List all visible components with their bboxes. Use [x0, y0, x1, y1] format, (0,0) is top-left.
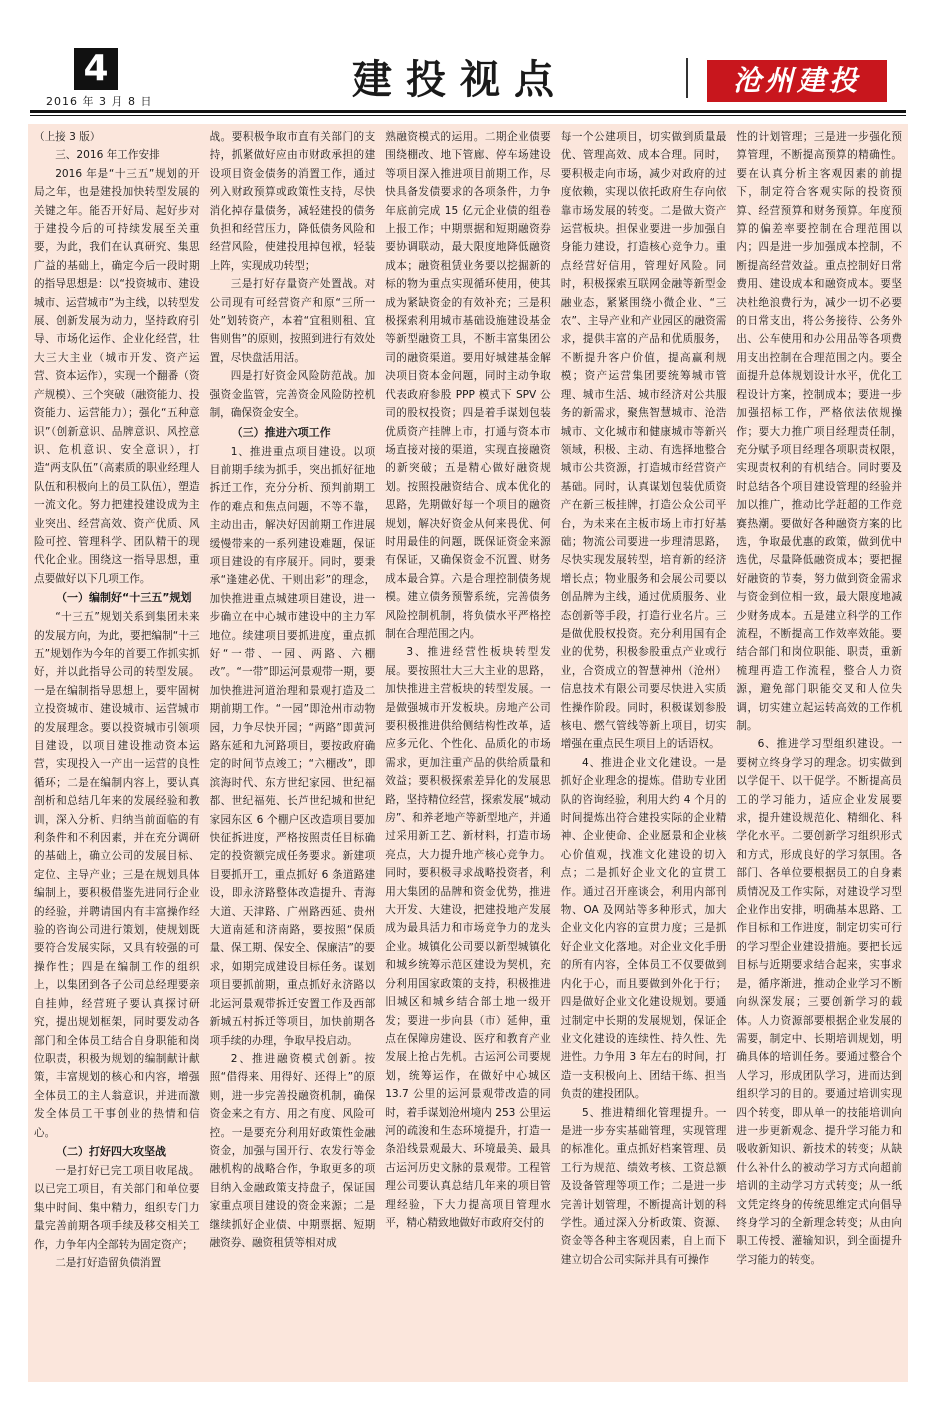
article-column-4	[561, 128, 727, 1378]
paragraph: 性的计划管理；三是进一步强化预算管理，不断提高预算的精确性。要在认真分析主客观因素的前提下，制定符合客观实际的投资预算、经营预算和财务预算。年度预算的偏差率要控制在合理范围以内；四是进一步加强成本控制，不断提高经营效益。重点控制好日常费用、建设成本和融资成本。要坚决杜绝浪费行为，减少一切不必要的日常支出，将公务接待、公务外出、公车使用和办公用品等各项费用支出控制在合理范围之内。要全面提升总体规划设计水平，优化工程设计方案，控制成本；要进一步加强招标工作，严格依法依规操作；要大力推广项目经理责任制，充分赋予项目经理各项职责权限，实现责权利的有机结合。同时要及时总结各个项目建设管理的经验并加以推广，推动比学赶超的工作竞赛热潮。要做好各种融资方案的比选，争取最优惠的政策，做到优中选优，尽量降低融资成本；要把握好融资的节奏，努力做到资金需求与资金到位相一致，最大限度地减少财务成本。五是建立科学的工作流程，不断提高工作效率效能。要结合部门和岗位职能、职责，重新梳理再造工作流程，整合人力资源，避免部门职能交叉和人位失调，切实建立起运转高效的工作机制。	[736, 131, 902, 732]
paragraph: 三是打好存量资产处置战。对公司现有可经营资产和原“三所一处”划转资产，本着“宜租则租、宜售则售”的原则，按照到进行有效处置，尽快盘活用活。	[209, 278, 376, 364]
paragraph: 一是打好已完工项目收尾战。以已完工项目，有关部门和单位要集中时间、集中精力，组织专门力量完善前期各项手续及移交相关工作，力争年内全部转为固定资产；	[34, 1164, 200, 1251]
paragraph: 2016 年是“十三五”规划的开局之年，也是建投加快转型发展的关键之年。能否开好局、起好步对于建投今后的可持续发展至关重要，为此，我们在认真研究、集思广益的基础上，确定今后一段时期的指导思想是：以“投资城市、建设城市、运营城市”为主线，以转型发展、创新发展为动力，坚持政府引导、市场化运作、企业化经营，壮大三大主业（城市开发、资产运营、资本运作），实现一个翻番（资产规模）、三个突破（融资能力、投资能力、运营能力）；强化“五种意识”（创新意识、品牌意识、风控意识、危机意识、安全意识），打造“两支队伍”（高素质的职业经理人队伍和积极向上的员工队伍），塑造一流文化。努力把建投建设成为主业突出、经营高效、资产优质、风险可控、管理科学、团队精干的现代化企业。围绕这一指导思想，重点要做好以下几项工作。	[34, 167, 200, 585]
paragraph: 3、推进经营性板块转型发展。要按照壮大三大主业的思路，加快推进主营板块的转型发展。一是做强城市开发板块。房地产公司要积极推进供给侧结构性改革，适应多元化、个性化、品质化的市场需求，更加注重产品的供给质量和效益；要积极探索差异化的发展思路，坚持精位经营，探索发展“城动房”、和养老地产等新型地产，并通过采用新工艺、新材料，打造市场亮点，大力提升地产核心竞争力。同时，要积极寻求战略投资者，利用大集团的品牌和资金优势，推进大开发、大建设，把建投地产发展成为最具活力和市场竞争力的龙头企业。城镇化公司要以新型城镇化和城乡统筹示范区建设为契机，充分利用国家政策的支持，积极推进旧城区和城乡结合部土地一级开发；要进一步向县（市）延伸，重点在保障房建设、医疗和教育产业发展上抢占先机。古运河公司要规划，统筹运作，在做好中心城区 13.7 公里的运河景观带改造的同时，着手谋划沧州境内 253 公里运河的疏浚和生态环境提升，打造一条沿线景观最大、环境最美、最具古运河历史文脉的景观带。工程管理公司要认真总结几年来的项目管理经验，下大力提高项目管理水平，精心精致地做好市政府交付的	[385, 646, 551, 1229]
section-heading: （一）编制好“十三五”规划	[56, 591, 192, 605]
paragraph: 三、2016 年工作安排	[55, 149, 160, 162]
brand-logo: 沧州建投	[707, 60, 887, 102]
article-column-1	[34, 128, 200, 1378]
paragraph: 4、推进企业文化建设。一是抓好企业理念的提炼。借助专业团队的咨询经验，利用大约 4 个月的时间提炼出符合建投实际的企业精神、企业使命、企业愿景和企业核心价值观，找准文化建设的切入点；二是抓好企业文化的宣贯工作。通过召开座谈会，利用内部刊物、OA 及网站等多种形式，加大企业文化内容的宣贯力度；三是抓好企业文化落地。对企业文化手册的所有内容，全体员工不仅要做到内化于心，而且要做到外化于行；四是做好企业文化建设规划。要通过制定中长期的发展规划，保证企业文化建设的连续性、持久性、先进性。力争用 3 年左右的时间，打造一支积极向上、团结干练、担当负责的建投团队。	[560, 756, 727, 1101]
article-body	[28, 124, 908, 1382]
paragraph: “十三五”规划关系到集团未来的发展方向，为此，要把编制“十三五”规划作为今年的首要工作抓实抓好，并以此指导公司的转型发展。一是在编制指导思想上，要牢固树立投资城市、建设城市、运营城市的发展理念。要以投资城市引领项目建设，以项目建设推动资本运营，实现投入一产出一运营的良性循环；二是在编制内容上，要认真剖析和总结几年来的发展经验和教训，深入分析、归纳当前面临的有利条件和不利因素，并在充分调研的基础上，确立公司的发展目标、定位、主导产业；三是在规划具体编制上，要积极借鉴先进同行企业的经验，并聘请国内有丰富操作经验的咨询公司进行策划，使规划既要符合发展实际，又具有较强的可操作性；四是在编制工作的组织上，以集团到各子公司总经理要亲自挂帅，经营班子要认真探讨研究，提出规划框架，同时要发动各部门和全体员工结合自身职能和岗位职责，积极为规划的编制献计献策，丰富规划的核心和内容，增强全体员工的主人翁意识，并进而激发全体员工干事创业的热情和信心。	[34, 611, 200, 1139]
paragraph: 6、推进学习型组织建设。一要树立终身学习的理念。切实做到以学促干、以干促学。不断提高员工的学习能力，适应企业发展要求，提升建设规范化、精细化、科学化水平。二要创新学习组织形式和方式，形成良好的学习氛围。各部门、各单位要根据员工的自身素质情况及工作实际，对建设学习型企业作出安排，明确基本思路、工作目标和工作进度，制定切实可行的学习型企业建设措施。要把长远目标与近期要求结合起来，实事求是，循序渐进，推动企业学习不断向纵深发展；三要创新学习的载体。人力资源部要根据企业发展的需要，制定中、长期培训规划，明确具体的培训任务。要通过整合个人学习，形成团队学习，进而达到组织学习的目的。要通过培训实现四个转变，即从单一的技能培训向进一步更新观念、提升学习能力和吸收新知识、新技术的转变；从缺什么补什么的被动学习方式向超前培训的主动学习方式转变；从一纸文凭定终身的传统思维定式向倡导终身学习的全新理念转变；从由向职工传授、灌输知识，到全面提升学习能力的转变。	[736, 738, 902, 1266]
section-heading: （三）推进六项工作	[231, 425, 331, 439]
paragraph: 2、推进融资模式创新。按照“借得来、用得好、还得上”的原则，进一步完善投融资机制，确保资金来之有方、用之有度、风险可控。一是要充分利用好政策性金融资金，加强与国开行、农发行等金融机构的战略合作，争取更多的项目纳入金融政策支持盘子，保证国家重点项目建设的资金来源；二是继续抓好企业债、中期票据、短期融资券、融资租赁等相对成	[209, 1052, 376, 1249]
article-column-2	[210, 128, 376, 1378]
section-heading: （二）打好四大攻坚战	[56, 1144, 166, 1158]
article-column-5	[736, 128, 902, 1378]
paragraph: 5、推进精细化管理提升。一是进一步夯实基础管理，实现管理的标准化。重点抓好档案管理、员工行为规范、绩效考核、工资总额及设备管理等项工作；二是进一步完善计划管理，不断提高计划的科学性。通过深入分析政策、资源、资金等各种主客观因素，自上而下建立切合公司实际并具有可操作	[560, 1106, 727, 1266]
paragraph: 熟融资模式的运用。二期企业债要围绕棚改、地下管廊、停车场建设等项目深入推进项目前期工作，尽快具备发债要求的各项条件，力争年底前完成 15 亿元企业债的组卷上报工作；中期票据和短期融资券要协调联动，最大限度地降低融资成本；融资租赁业务要以挖掘新的标的物为重点实现循环使用，使其成为紧缺资金的有效补充；三是积极探索利用城市基础设施建设基金等新型融资工具，不断丰富集团公司的融资渠道。要用好城建基金解决项目资本金问题，同时主动争取代表政府参股 PPP 模式下 SPV 公司的股权投资；四是着手谋划包装优质资产挂牌上市，打通与资本市场直接对接的渠道，实现直接融资的新突破；五是精心做好融资规划。按照投融资结合、成本优化的思路，先期做好每一个项目的融资规划，解决好资金从何来畏优、何时用最佳的问题，既保证资金来源有保证，又确保资金不沉置、财务成本最合算。六是合理控制债务规模。建立债务预警系统，完善债务风险控制机制，将负债水平严格控制在合理范围之内。	[385, 131, 551, 640]
header-divider	[686, 58, 688, 98]
header-rule-thin	[30, 115, 906, 116]
header-rule-thick	[30, 110, 906, 113]
paragraph: 四是打好资金风险防范战。加强资金监管，完善资金风险防控机制，确保资金安全。	[209, 370, 376, 420]
paragraph: 二是打好造留负债消置	[55, 1256, 162, 1269]
masthead	[0, 0, 936, 120]
paragraph: 1、推进重点项目建设。以项目前期手续为抓手，突出抓好征地拆迁工作，充分分析、预判前期工作的难点和焦点问题，不等不靠，主动出击，解决好因前期工作进展缓慢带来的一系列建设难题，保证项目建设的有序展开。同时，要秉承“逢建必优、干则出彩”的理念，加快推进重点城建项目建设，进一步确立在中心城市建设中的主力军地位。续建项目要抓进度，重点抓好“一带、一园、两路、六棚改”。“一带”即运河景观带一期，要加快推进河道治理和景观打造及二期前期工作。“一园”即沧州市动物园，力争尽快开园；“两路”即黄河路东延和九河路项目，要按政府确定的时间节点竣工；“六棚改”，即滨海时代、东方世纪家园、世纪福都、世纪福苑、长芦世纪城和世纪家园东区 6 个棚户区改造项目要加快征拆进度，严格按照责任目标确定的投资额完成任务要求。新建项目要抓开工，重点抓好 6 条道路建设，即永济路整体改造提升、青海大道、天津路、广州路西延、贵州大道南延和济南路，要按照“保质量、保工期、保安全、保廉洁”的要求，如期完成建设目标任务。谋划项目要抓前期，重点抓好永济路以北运河景观带拆迁安置工作及西部新城五村拆迁等项目，加快前期各项手续的办理，争取早投启动。	[209, 445, 376, 1047]
page-number: 4	[74, 48, 118, 90]
paragraph: 战。要积极争取市直有关部门的支持，抓紧做好应由市财政承担的建设项目资金债务的消置工作，通过列入财政预算或政策性支持，尽快消化掉存量债务，减轻建投的债务负担和经营压力，降低债务风险和经营风险，使建投甩掉包袱，轻装上阵，实现成功转型；	[209, 131, 376, 272]
paragraph: （上接 3 版）	[34, 131, 101, 143]
article-column-3	[385, 128, 551, 1378]
section-title: 建投视点	[352, 56, 568, 103]
paragraph: 每一个公建项目，切实做到质量最优、管理高效、成本合理。同时，要积极走向市场，减少对政府的过度依赖，实现以依托政府生存向依靠市场发展的转变。二是做大资产运营板块。担保业要进一步加强自身能力建设，打造核心竞争力。重点经营好信用，管理好风险。同时，积极探索互联网金融等新型金融业态，紧紧围绕小微企业、“三农”、主导产业和产业园区的融资需求，提供丰富的产品和优质服务，不断提升客户价值，提高赢利规模；资产运营集团要统筹城市管理、城市生活、城市经济对公共服务的新需求，聚焦智慧城市、沧浩城市、文化城市和健康城市等新兴领域，积极、主动、有选择地整合城市公共资源，打造城市经营资产基础。同时，认真谋划包装优质资产在新三板挂牌，打造公众公司平台，为未来在主板市场上市打好基础；物流公司要进一步理清思路，尽快实现发展转型，培育新的经济增长点；物业服务和会展公司要以创品牌为主线，通过优质服务、业态创新等手段，打造行业名片。三是做优股权投资。充分利用国有企业的优势，积极参股重点产业或行业，合资成立的智慧神州（沧州）信息技术有限公司要尽快进入实质性操作阶段。同时，积极谋划参股核电、燃气管线等新上项目，切实增强在重点民生项目上的话语权。	[560, 131, 727, 751]
issue-date: 2016 年 3 月 8 日	[46, 95, 153, 108]
